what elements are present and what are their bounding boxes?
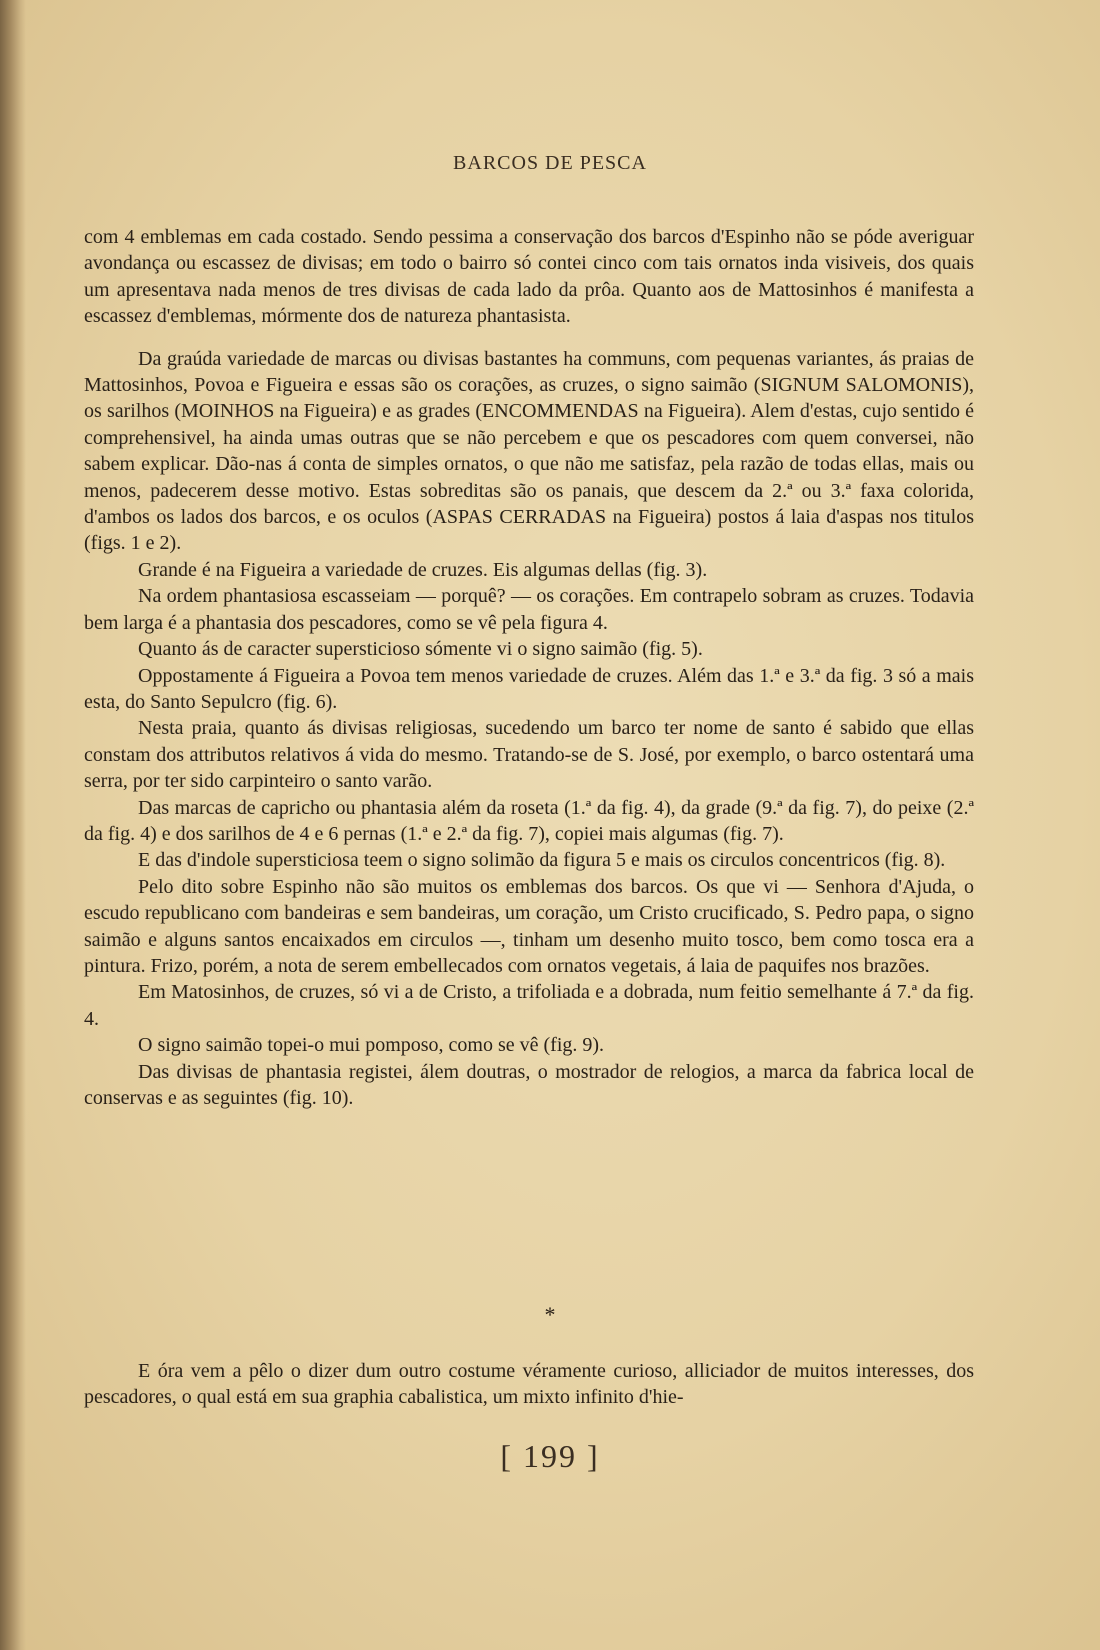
paragraph: Oppostamente á Figueira a Povoa tem menos variedade de cruzes. Além das 1.ª e 3.ª da fig. 3 só a mais esta, do Santo Sepulcro (fig. 6). [84,664,974,713]
section-separator: * [544,1302,556,1327]
paragraph: E óra vem a pêlo o dizer dum outro costume véramente curioso, alliciador de muitos interesses, dos pescadores, o qual está em sua graphia cabalistica, um mixto infinito d'hie- [84,1360,974,1409]
closing-text [84,1358,974,1411]
paragraph: Das marcas de capricho ou phantasia além da roseta (1.ª da fig. 4), da grade (9.ª da fig. 7), do peixe (2.ª da fig. 4) e dos sarilhos de 4 e 6 pernas (1.ª e 2.ª da fig. 7), copiei mais algumas (fig. 7). [84,796,974,845]
paragraph: Quanto ás de caracter supersticioso sómente vi o signo saimão (fig. 5). [138,638,703,661]
paragraph: Grande é na Figueira a variedade de cruzes. Eis algumas dellas (fig. 3). [138,558,708,581]
page-number: [ 199 ] [500,1438,600,1474]
main-text [84,224,974,1111]
paragraph: E das d'indole supersticiosa teem o signo solimão da figura 5 e mais os circulos concentricos (fig. 8). [138,849,946,872]
running-head: BARCOS DE PESCA [453,152,647,174]
paragraph: com 4 emblemas em cada costado. Sendo pessima a conservação dos barcos d'Espinho não se póde averiguar avondança ou escassez de divisas; em todo o bairro só contei cinco com tais ornatos inda visiveis, dos quais um apresentava nada menos de tres divisas de cada lado da prôa. Quanto aos de Mattosinhos é manifesta a escassez d'emblemas, mórmente dos de natureza phantasista. [84,226,974,328]
paragraph: Da graúda variedade de marcas ou divisas bastantes ha communs, com pequenas variantes, ás praias de Mattosinhos, Povoa e Figueira e essas são os corações, as cruzes, o signo saimão (SIGNUM SALOMONIS), os sarilhos (MOINHOS na Figueira) e as grades (ENCOMMENDAS na Figueira). Alem d'estas, cujo sentido é comprehensivel, ha ainda umas outras que se não percebem e que os pescadores com quem conversei, não sabem explicar. Dão-nas á conta de simples ornatos, o que não me satisfaz, pela razão de todas ellas, mais ou menos, padecerem desse motivo. Estas sobreditas são os panais, que descem da 2.ª ou 3.ª faxa colorida, d'ambos os lados dos barcos, e os oculos (ASPAS CERRADAS na Figueira) postos á laia d'aspas nos titulos (figs. 1 e 2). [84,347,974,555]
paragraph: Na ordem phantasiosa escasseiam — porquê? — os corações. Em contrapelo sobram as cruzes. Todavia bem larga é a phantasia dos pescadores, como se vê pela figura 4. [84,585,974,634]
paragraph: O signo saimão topei-o mui pomposo, como se vê (fig. 9). [138,1034,605,1057]
paragraph: Das divisas de phantasia registei, álem doutras, o mostrador de relogios, a marca da fabrica local de conservas e as seguintes (fig. 10). [84,1060,974,1109]
paragraph: Nesta praia, quanto ás divisas religiosas, sucedendo um barco ter nome de santo é sabido que ellas constam dos attributos relativos á vida do mesmo. Tratando-se de S. José, por exemplo, o barco ostentará uma serra, por ter sido carpinteiro o santo varão. [84,717,974,793]
paragraph: Pelo dito sobre Espinho não são muitos os emblemas dos barcos. Os que vi — Senhora d'Ajuda, o escudo republicano com bandeiras e sem bandeiras, um coração, um Cristo crucificado, S. Pedro papa, o signo saimão e alguns santos encaixados em circulos —, tinham um desenho muito tosco, bem como tosca era a pintura. Frizo, porém, a nota de serem embellecados com ornatos vegetais, á laia de paquifes nos brazões. [84,875,974,977]
paragraph: Em Matosinhos, de cruzes, só vi a de Cristo, a trifoliada e a dobrada, num feitio semelhante á 7.ª da fig. 4. [84,981,974,1030]
page-binding-edge [0,0,26,1650]
